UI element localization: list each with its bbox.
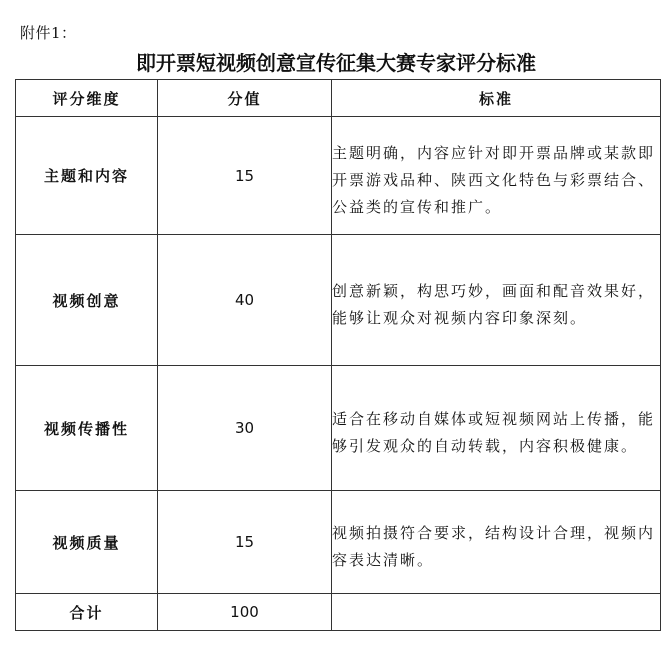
- scoring-table: [15, 79, 661, 631]
- criteria-text: 适合在移动自媒体或短视频网站上传播，能够引发观众的自动转载，内容积极健康。: [332, 409, 656, 455]
- score-cell: 15: [158, 117, 332, 235]
- criteria-text: 视频拍摄符合要求，结构设计合理，视频内容表达清晰。: [332, 523, 656, 569]
- criteria-cell: [332, 491, 661, 594]
- criteria-text: 主题明确，内容应针对即开票品牌或某款即开票游戏品种、陕西文化特色与彩票结合、公益类的宣传和推广。: [332, 143, 656, 216]
- dimension-cell: 视频创意: [16, 235, 158, 366]
- table-header-row: [16, 80, 661, 117]
- total-score: 100: [158, 594, 332, 631]
- header-criteria: 标准: [332, 80, 661, 117]
- total-criteria: [332, 594, 661, 631]
- score-cell: 15: [158, 491, 332, 594]
- total-row: [16, 594, 661, 631]
- table-row: [16, 491, 661, 594]
- attachment-label: 附件1：: [20, 24, 77, 42]
- header-dimension: 评分维度: [16, 80, 158, 117]
- table-row: [16, 366, 661, 491]
- criteria-cell: [332, 117, 661, 235]
- criteria-cell: [332, 366, 661, 491]
- score-cell: 30: [158, 366, 332, 491]
- dimension-cell: 视频质量: [16, 491, 158, 594]
- table-row: [16, 117, 661, 235]
- dimension-cell: 视频传播性: [16, 366, 158, 491]
- criteria-cell: [332, 235, 661, 366]
- document-title: 即开票短视频创意宣传征集大赛专家评分标准: [136, 51, 536, 75]
- score-cell: 40: [158, 235, 332, 366]
- total-label: 合计: [16, 594, 158, 631]
- dimension-cell: 主题和内容: [16, 117, 158, 235]
- header-score: 分值: [158, 80, 332, 117]
- criteria-text: 创意新颖，构思巧妙，画面和配音效果好，能够让观众对视频内容印象深刻。: [332, 281, 656, 327]
- table-row: [16, 235, 661, 366]
